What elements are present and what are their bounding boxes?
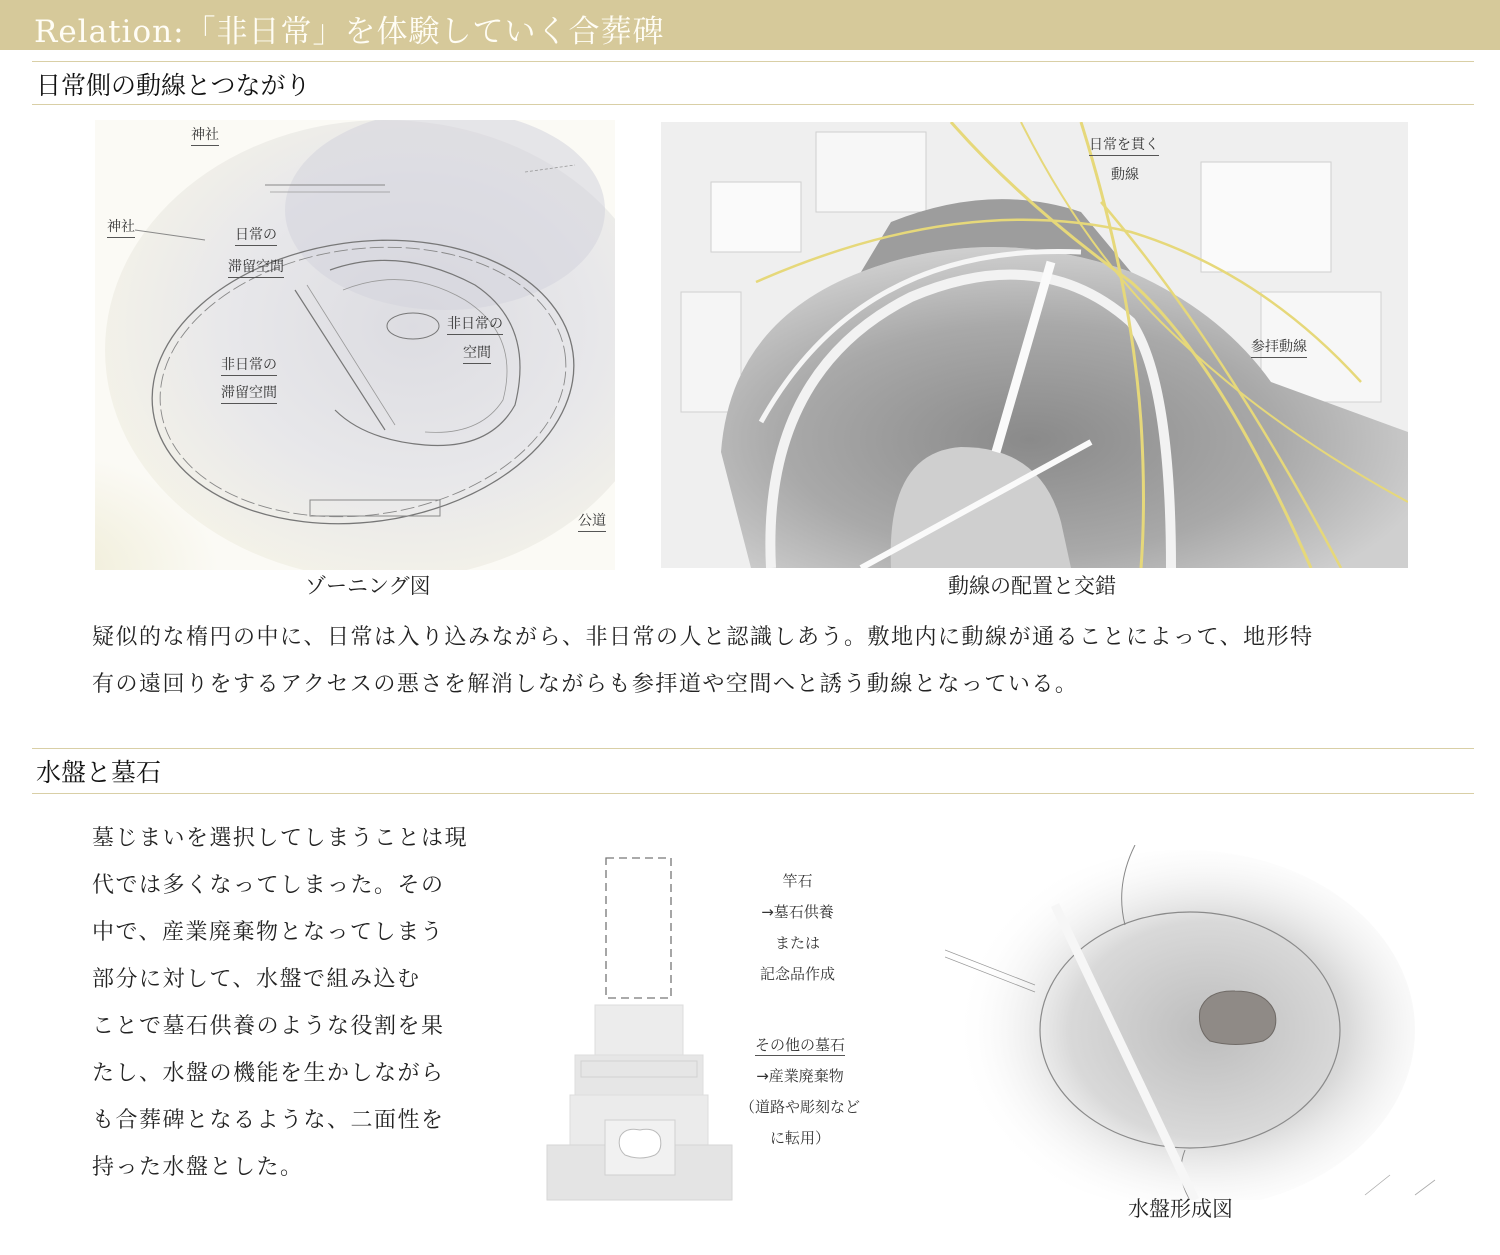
note-line: （道路や彫刻など [739, 1098, 860, 1116]
label-shrine-top: 神社 [191, 124, 219, 146]
section1-paragraph [92, 614, 1452, 708]
label-nonstay-1: 非日常の [221, 354, 277, 376]
note-line: →墓石供養 [761, 903, 834, 921]
note-line: →産業廃棄物 [756, 1067, 844, 1085]
section-heading-basin: 水盤と墓石 [36, 758, 162, 787]
label-through-1: 日常を貫く [1089, 134, 1159, 156]
section-rule-top [32, 61, 1474, 62]
label-daily-1: 日常の [235, 224, 277, 246]
label-road: 公道 [578, 510, 606, 532]
page-title: Relation:「非日常」を体験していく合葬碑 [34, 14, 665, 50]
section-rule-bottom [32, 104, 1474, 105]
paragraph-line: 中で、産業廃棄物となってしまう [92, 920, 445, 945]
zoning-caption: ゾーニング図 [305, 574, 431, 598]
note-line: その他の墓石 [754, 1036, 845, 1054]
paragraph-line: ことで墓石供養のような役割を果 [92, 1014, 445, 1039]
basin-drawing [945, 845, 1445, 1200]
label-worship: 参拝動線 [1251, 336, 1307, 358]
tomb-note-bottom [735, 1030, 865, 1154]
label-through-2: 動線 [1111, 167, 1139, 183]
label-nonday-2: 空間 [463, 342, 491, 364]
label-daily-2: 滞留空間 [228, 256, 284, 278]
note-line: 竿石 [782, 872, 813, 890]
label-nonday-1: 非日常の [447, 313, 503, 335]
paragraph-line: も合葬碑となるような、二面性を [92, 1108, 445, 1133]
circulation-caption: 動線の配置と交錯 [948, 574, 1116, 598]
section-rule-bottom [32, 793, 1474, 794]
circulation-map [661, 122, 1408, 568]
tombstone-drawing [545, 855, 745, 1205]
title-bar [0, 0, 1500, 50]
paragraph-line: たし、水盤の機能を生かしながら [92, 1061, 445, 1086]
note-line: に転用） [769, 1129, 830, 1147]
zoning-diagram [95, 120, 615, 570]
section2-paragraph [92, 815, 492, 1191]
tomb-note-top [750, 866, 845, 990]
paragraph-line: 墓じまいを選択してしまうことは現 [92, 826, 469, 851]
paragraph-line: 有の遠回りをするアクセスの悪さを解消しながらも参拝道や空間へと誘う動線となっている。 [92, 672, 1079, 697]
label-shrine-left: 神社 [107, 216, 135, 238]
section-rule-top [32, 748, 1474, 749]
basin-caption: 水盤形成図 [1128, 1197, 1233, 1221]
paragraph-line: 代では多くなってしまった。その [92, 873, 445, 898]
paragraph-line: 部分に対して、水盤で組み込む [92, 967, 421, 992]
note-line: 記念品作成 [759, 965, 835, 983]
paragraph-line: 疑似的な楕円の中に、日常は入り込みながら、非日常の人と認識しあう。敷地内に動線が通ることによって、地形特 [92, 625, 1314, 650]
note-line: または [774, 934, 820, 952]
label-nonstay-2: 滞留空間 [221, 382, 277, 404]
section-heading-circulation: 日常側の動線とつながり [36, 71, 311, 100]
paragraph-line: 持った水盤とした。 [92, 1155, 304, 1180]
